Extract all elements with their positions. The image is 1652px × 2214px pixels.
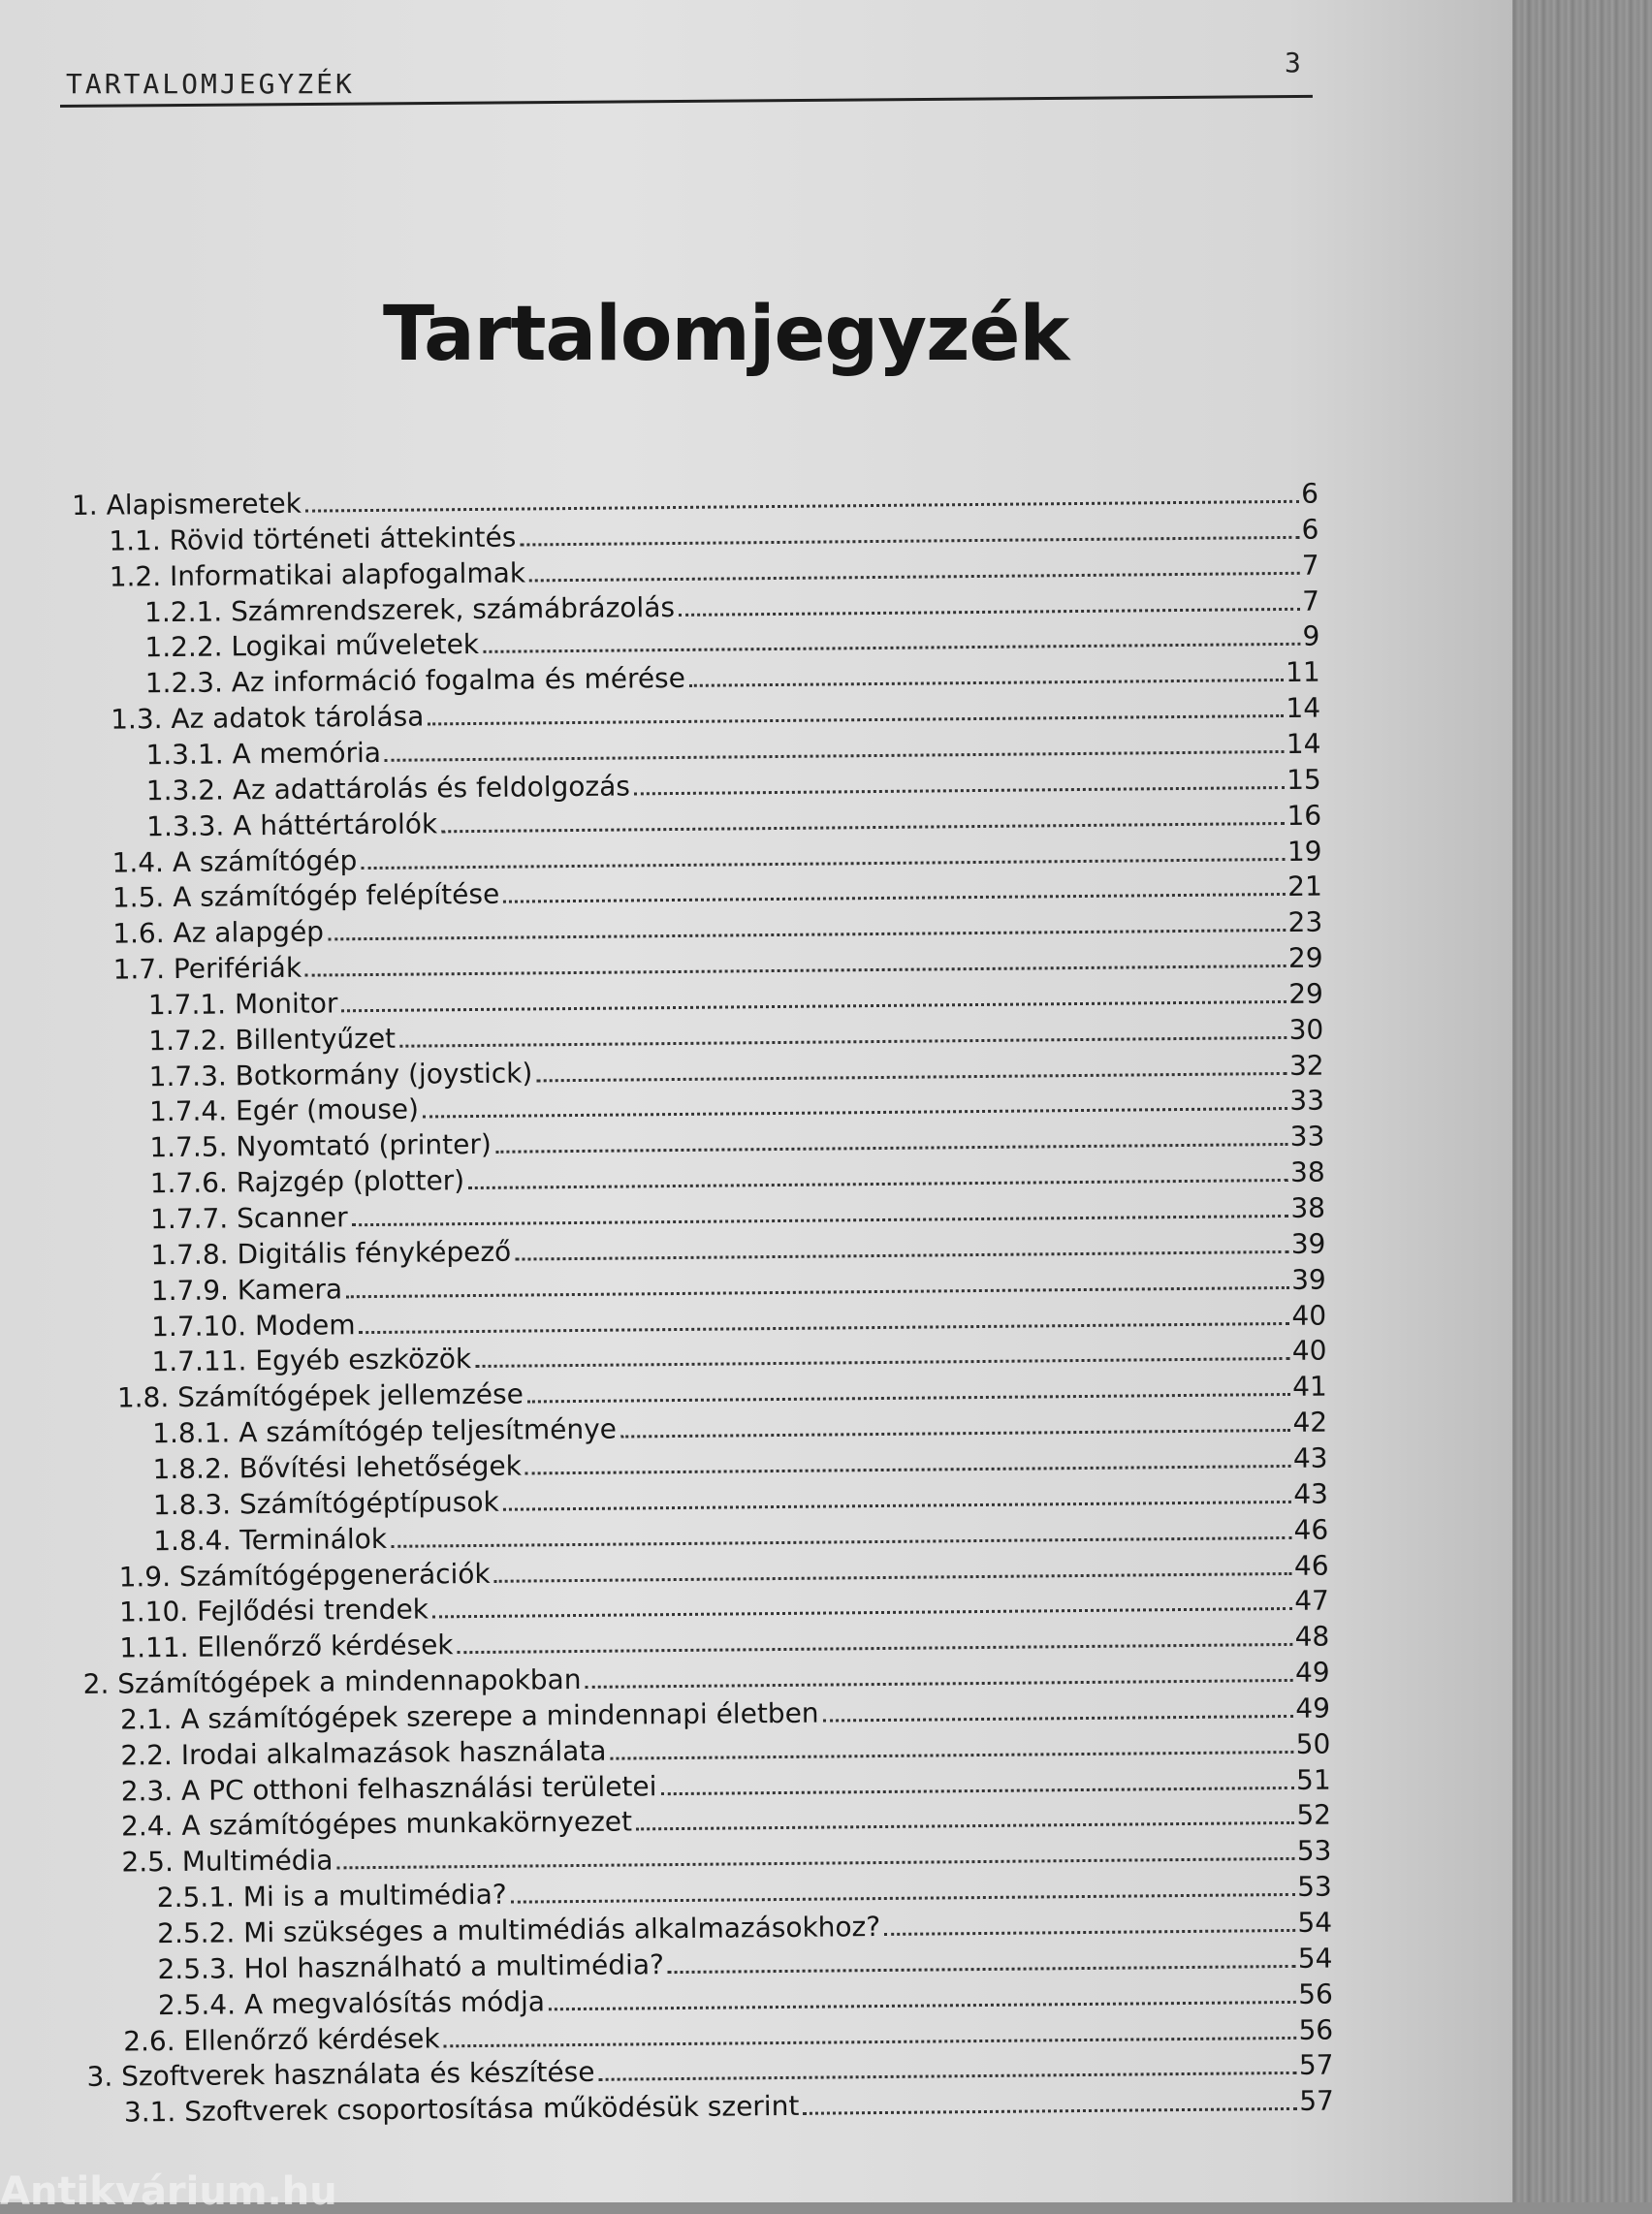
toc-entry-label: 1.7.6. Rajzgép (plotter) <box>149 1164 465 1200</box>
toc-leader-dots <box>661 1787 1295 1795</box>
toc-leader-dots <box>599 2072 1297 2081</box>
toc-entry-page: 14 <box>1286 727 1321 760</box>
toc-entry-label: 1.1. Rövid történeti áttekintés <box>109 521 517 557</box>
toc-entry-label: 1.8.2. Bővítési lehetőségek <box>152 1449 523 1486</box>
toc-entry-page: 39 <box>1290 1227 1326 1260</box>
toc-entry-label: 1.3.2. Az adattárolás és feldolgozás <box>145 770 631 807</box>
toc-leader-dots <box>444 2036 1297 2046</box>
toc-entry-label: 1.7.8. Digitális fényképező <box>150 1235 512 1272</box>
toc-leader-dots <box>441 822 1285 833</box>
toc-entry-page: 38 <box>1289 1155 1325 1189</box>
toc-entry-label: 1.7. Perifériák <box>112 951 302 986</box>
toc-leader-dots <box>399 1036 1287 1048</box>
toc-entry-label: 2.5.1. Mi is a multimédia? <box>156 1878 507 1914</box>
toc-entry-page: 21 <box>1287 870 1323 903</box>
toc-entry-label: 2.6. Ellenőrző kérdések <box>123 2021 440 2058</box>
toc-leader-dots <box>423 1107 1287 1119</box>
toc-entry-page: 57 <box>1299 2084 1335 2118</box>
watermark-text: Antikvárium.hu <box>0 2169 337 2214</box>
page-title: Tartalomjegyzék <box>383 291 1069 378</box>
toc-leader-dots <box>668 1965 1296 1974</box>
toc-entry-page: 43 <box>1293 1477 1329 1510</box>
toc-entry-label: 1.3. Az adatok tárolása <box>110 700 425 736</box>
toc-leader-dots <box>432 1607 1292 1619</box>
toc-entry-label: 2.5.4. A megvalósítás módja <box>157 1985 546 2021</box>
toc-leader-dots <box>494 1571 1292 1582</box>
toc-leader-dots <box>503 893 1286 903</box>
toc-entry-page: 38 <box>1290 1191 1326 1224</box>
toc-entry-page: 6 <box>1301 513 1319 546</box>
toc-entry-label: 2. Számítógépek a mindennapokban <box>82 1663 582 1700</box>
toc-entry-page: 9 <box>1302 620 1320 653</box>
toc-entry-label: 1.7.5. Nyomtató (printer) <box>149 1128 492 1164</box>
toc-entry-page: 56 <box>1298 1977 1333 2010</box>
toc-entry-label: 2.5.2. Mi szükséges a multimédiás alkalmazásokhoz? <box>157 1911 881 1950</box>
toc-entry-label: 1.7.7. Scanner <box>149 1201 348 1236</box>
toc-entry-page: 42 <box>1292 1406 1328 1439</box>
toc-leader-dots <box>525 1465 1291 1475</box>
toc-entry-label: 2.5.3. Hol használható a multimédia? <box>157 1948 665 1986</box>
toc-entry-page: 32 <box>1288 1049 1324 1082</box>
toc-entry-page: 11 <box>1285 655 1320 689</box>
toc-leader-dots <box>527 1393 1290 1404</box>
toc-leader-dots <box>884 1929 1295 1936</box>
toc-entry-page: 40 <box>1291 1299 1327 1332</box>
toc-entry-page: 41 <box>1292 1370 1327 1404</box>
toc-entry-page: 29 <box>1287 941 1323 974</box>
toc-entry-page: 54 <box>1297 1906 1333 1939</box>
toc-entry-label: 1.5. A számítógép felépítése <box>111 878 500 914</box>
toc-entry-page: 7 <box>1301 549 1319 582</box>
toc-entry-label: 1.3.3. A háttértárolók <box>146 807 438 842</box>
toc-entry-label: 2.4. A számítógépes munkakörnyezet <box>120 1805 633 1843</box>
page-number: 3 <box>1285 47 1301 79</box>
toc-leader-dots <box>689 679 1284 687</box>
toc-entry-page: 6 <box>1300 477 1319 510</box>
toc-leader-dots <box>305 965 1287 977</box>
toc-entry-label: 1.9. Számítógépgenerációk <box>118 1557 491 1594</box>
toc-leader-dots <box>391 1536 1292 1548</box>
toc-entry-label: 1.7.1. Monitor <box>147 987 338 1022</box>
toc-leader-dots <box>495 1143 1288 1154</box>
toc-entry-label: 1.2.2. Logikai műveletek <box>144 628 480 664</box>
toc-leader-dots <box>483 643 1301 653</box>
toc-entry-page: 33 <box>1289 1120 1325 1154</box>
toc-entry-page: 57 <box>1298 2048 1334 2082</box>
toc-entry-label: 2.1. A számítógépek szerepe a mindennapi életben <box>119 1696 819 1736</box>
toc-leader-dots <box>823 1715 1294 1723</box>
toc-entry-page: 53 <box>1296 1870 1332 1904</box>
toc-leader-dots <box>468 1179 1288 1189</box>
toc-entry-label: 1.7.10. Modem <box>150 1308 356 1343</box>
toc-entry-label: 1.2.1. Számrendszerek, számábrázolás <box>143 590 676 628</box>
toc-entry-page: 51 <box>1295 1763 1331 1796</box>
toc-leader-dots <box>428 714 1284 725</box>
toc-leader-dots <box>536 1072 1287 1082</box>
toc-leader-dots <box>803 2107 1297 2115</box>
toc-entry-label: 1.7.9. Kamera <box>150 1273 343 1307</box>
toc-leader-dots <box>511 1893 1296 1904</box>
toc-entry-page: 47 <box>1294 1584 1330 1618</box>
toc-entry-label: 1.6. Az alapgép <box>112 915 325 950</box>
toc-entry-label: 1.7.4. Egér (mouse) <box>148 1092 420 1128</box>
toc-entry-label: 3.1. Szoftverek csoportosítása működésük szerint <box>123 2090 800 2129</box>
toc-entry-label: 1.2.3. Az információ fogalma és mérése <box>144 662 686 700</box>
toc-entry-label: 2.5. Multimédia <box>121 1844 334 1879</box>
toc-entry-label: 3. Szoftverek használata és készítése <box>86 2056 595 2094</box>
toc-entry-page: 30 <box>1288 1013 1324 1046</box>
toc-entry-page: 15 <box>1286 763 1321 796</box>
toc-entry-page: 54 <box>1297 1942 1333 1975</box>
toc-leader-dots <box>520 536 1299 547</box>
toc-leader-dots <box>503 1501 1292 1511</box>
toc-entry-page: 52 <box>1296 1798 1332 1832</box>
toc-leader-dots <box>634 786 1285 795</box>
toc-entry-page: 19 <box>1287 835 1322 868</box>
toc-entry-page: 56 <box>1298 2013 1334 2046</box>
toc-entry-label: 1.8.4. Terminálok <box>153 1522 388 1557</box>
toc-entry-page: 49 <box>1295 1692 1331 1724</box>
toc-leader-dots <box>636 1821 1294 1831</box>
toc-leader-dots <box>458 1643 1293 1654</box>
toc-leader-dots <box>620 1429 1291 1439</box>
toc-entry-page: 46 <box>1293 1549 1329 1582</box>
toc-leader-dots <box>346 1286 1289 1298</box>
toc-entry-label: 1.8. Számítógépek jellemzése <box>116 1377 524 1414</box>
toc-entry-page: 33 <box>1289 1085 1325 1118</box>
toc-entry-label: 1.7.3. Botkormány (joystick) <box>148 1057 533 1092</box>
toc-entry-label: 1.2. Informatikai alapfogalmak <box>109 556 526 593</box>
toc-entry-label: 2.3. A PC otthoni felhasználási területei <box>120 1769 657 1808</box>
toc-leader-dots <box>361 857 1286 869</box>
toc-entry-page: 39 <box>1290 1263 1326 1296</box>
toc-entry-page: 46 <box>1293 1513 1329 1546</box>
toc-entry-label: 1.8.1. A számítógép teljesítménye <box>152 1412 618 1450</box>
toc-entry-label: 1.10. Fejlődési trendek <box>118 1593 429 1629</box>
toc-leader-dots <box>336 1857 1294 1869</box>
toc-entry-page: 14 <box>1286 691 1321 725</box>
toc-leader-dots <box>360 1321 1290 1333</box>
toc-leader-dots <box>529 571 1300 582</box>
toc-entry-label: 1.7.11. Egyéb eszközök <box>151 1343 472 1378</box>
toc-entry-label: 2.2. Irodai alkalmazások használata <box>120 1734 607 1772</box>
toc-entry-page: 53 <box>1296 1834 1332 1868</box>
toc-entry-page: 16 <box>1287 799 1322 832</box>
toc-leader-dots <box>515 1250 1289 1261</box>
toc-leader-dots <box>611 1751 1294 1760</box>
toc-leader-dots <box>586 1679 1294 1689</box>
toc-entry-page: 23 <box>1287 905 1323 939</box>
toc-entry-label: 1.7.2. Billentyűzet <box>148 1022 397 1057</box>
toc-entry-page: 7 <box>1302 585 1320 617</box>
toc-entry-label: 1.8.3. Számítógéptípusok <box>152 1485 499 1521</box>
toc-entry-label: 1.3.1. A memória <box>145 736 382 772</box>
toc-entry-label: 1. Alapismeretek <box>71 487 302 522</box>
toc-entry-page: 43 <box>1292 1441 1328 1474</box>
toc-entry-page: 40 <box>1291 1334 1327 1368</box>
toc-leader-dots <box>385 750 1285 762</box>
toc-entry-page: 29 <box>1288 977 1324 1010</box>
toc-leader-dots <box>679 607 1300 616</box>
running-head: TARTALOMJEGYZÉK <box>66 68 355 100</box>
toc-entry-page: 48 <box>1294 1620 1330 1654</box>
toc-leader-dots <box>352 1215 1289 1226</box>
toc-leader-dots <box>475 1357 1290 1368</box>
toc-leader-dots <box>328 929 1287 940</box>
toc-entry-label: 1.4. A számítógép <box>111 843 358 879</box>
toc-leader-dots <box>549 2001 1296 2010</box>
toc-leader-dots <box>342 1000 1287 1012</box>
toc-entry-page: 49 <box>1294 1656 1330 1689</box>
toc-leader-dots <box>305 500 1299 513</box>
toc-entry-page: 50 <box>1295 1727 1331 1760</box>
toc-entry-label: 1.11. Ellenőrző kérdések <box>119 1629 454 1664</box>
